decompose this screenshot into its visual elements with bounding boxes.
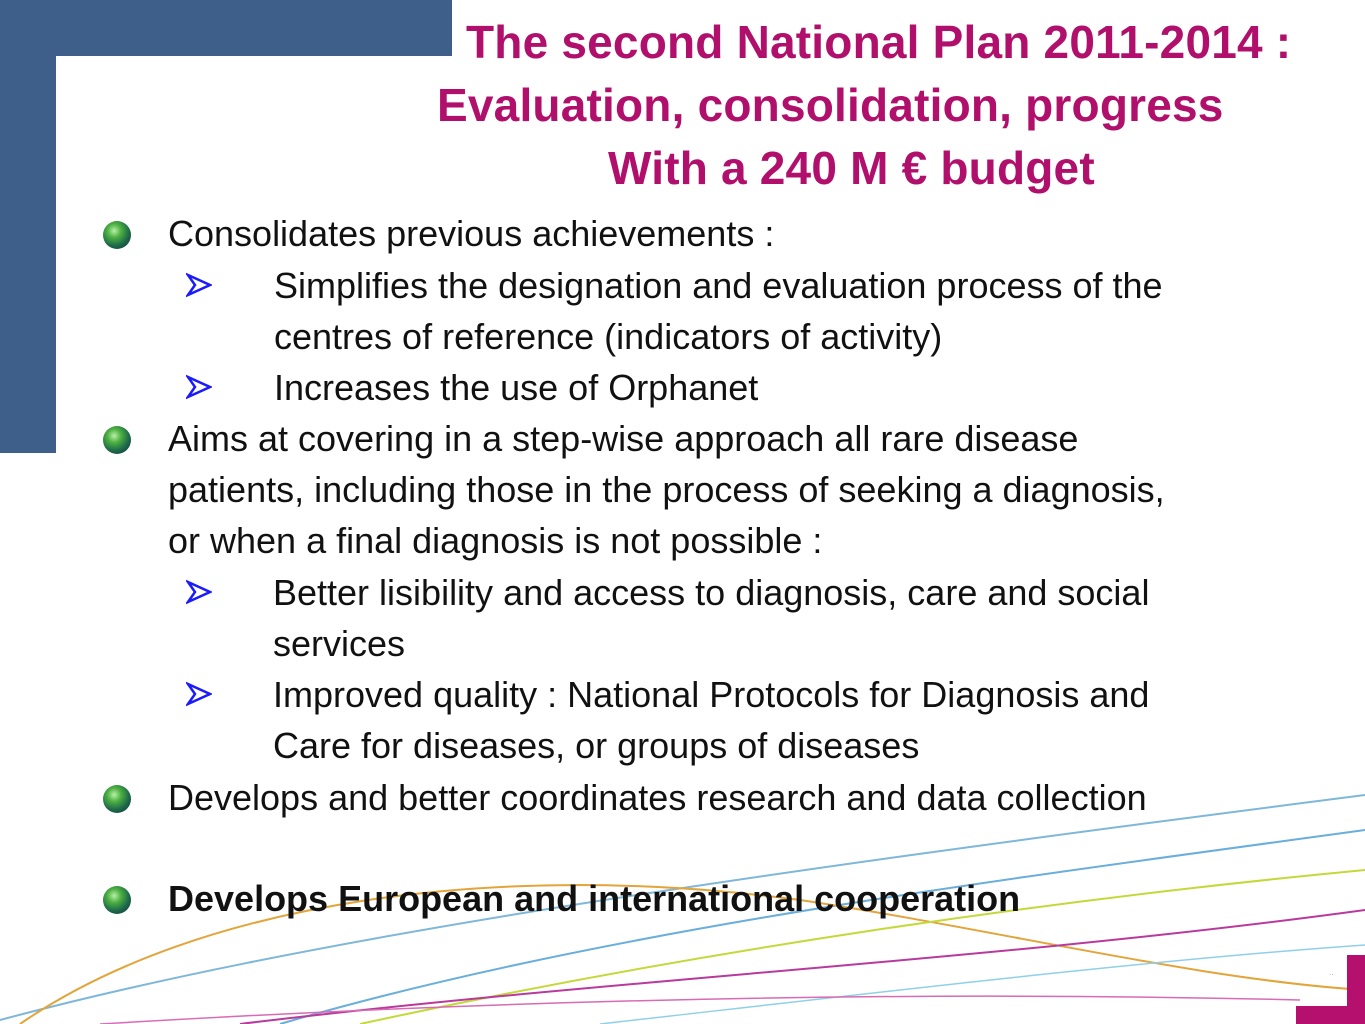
- subitem-2-1-line2: services: [273, 623, 406, 664]
- arrow-bullet-icon: [186, 579, 212, 605]
- decor-corner-horizontal: [1296, 1006, 1365, 1024]
- title-line-2: Evaluation, consolidation, progress: [437, 79, 1224, 131]
- green-sphere-icon: [103, 221, 131, 249]
- subitem-2-1-line1: Better lisibility and access to diagnosis, care and social: [273, 572, 1150, 613]
- bullet-2-line2: patients, including those in the process of seeking a diagnosis,: [168, 469, 1165, 510]
- bullet-4-text: Develops European and international cooperation: [168, 878, 1021, 919]
- green-sphere-icon: [103, 785, 131, 813]
- subitem-1-1-line2: centres of reference (indicators of activity): [274, 316, 943, 357]
- subitem-1-2-line1: Increases the use of Orphanet: [274, 367, 759, 408]
- bullet-2-line3: or when a final diagnosis is not possible :: [168, 520, 823, 561]
- title-line-1: The second National Plan 2011-2014 :: [466, 16, 1292, 68]
- subitem-1-1-line1: Simplifies the designation and evaluation process of the: [274, 265, 1163, 306]
- green-sphere-icon: [103, 886, 131, 914]
- subitem-2-2-line1: Improved quality : National Protocols for Diagnosis and: [273, 674, 1150, 715]
- subitem-2-2-line2: Care for diseases, or groups of diseases: [273, 725, 920, 766]
- arrow-bullet-icon: [186, 681, 212, 707]
- arrow-bullet-icon: [186, 272, 212, 298]
- wave-line: [240, 910, 1365, 1024]
- bullet-2-line1: Aims at covering in a step-wise approach all rare disease: [168, 418, 1079, 459]
- wave-line: [600, 945, 1365, 1024]
- green-sphere-icon: [103, 426, 131, 454]
- arrow-bullet-icon: [186, 374, 212, 400]
- bullet-3-text: Develops and better coordinates research and data collection: [168, 777, 1147, 818]
- bullet-1-text: Consolidates previous achievements :: [168, 213, 775, 254]
- footer-mark: ..: [1329, 968, 1334, 977]
- title-line-3: With a 240 M € budget: [608, 142, 1095, 194]
